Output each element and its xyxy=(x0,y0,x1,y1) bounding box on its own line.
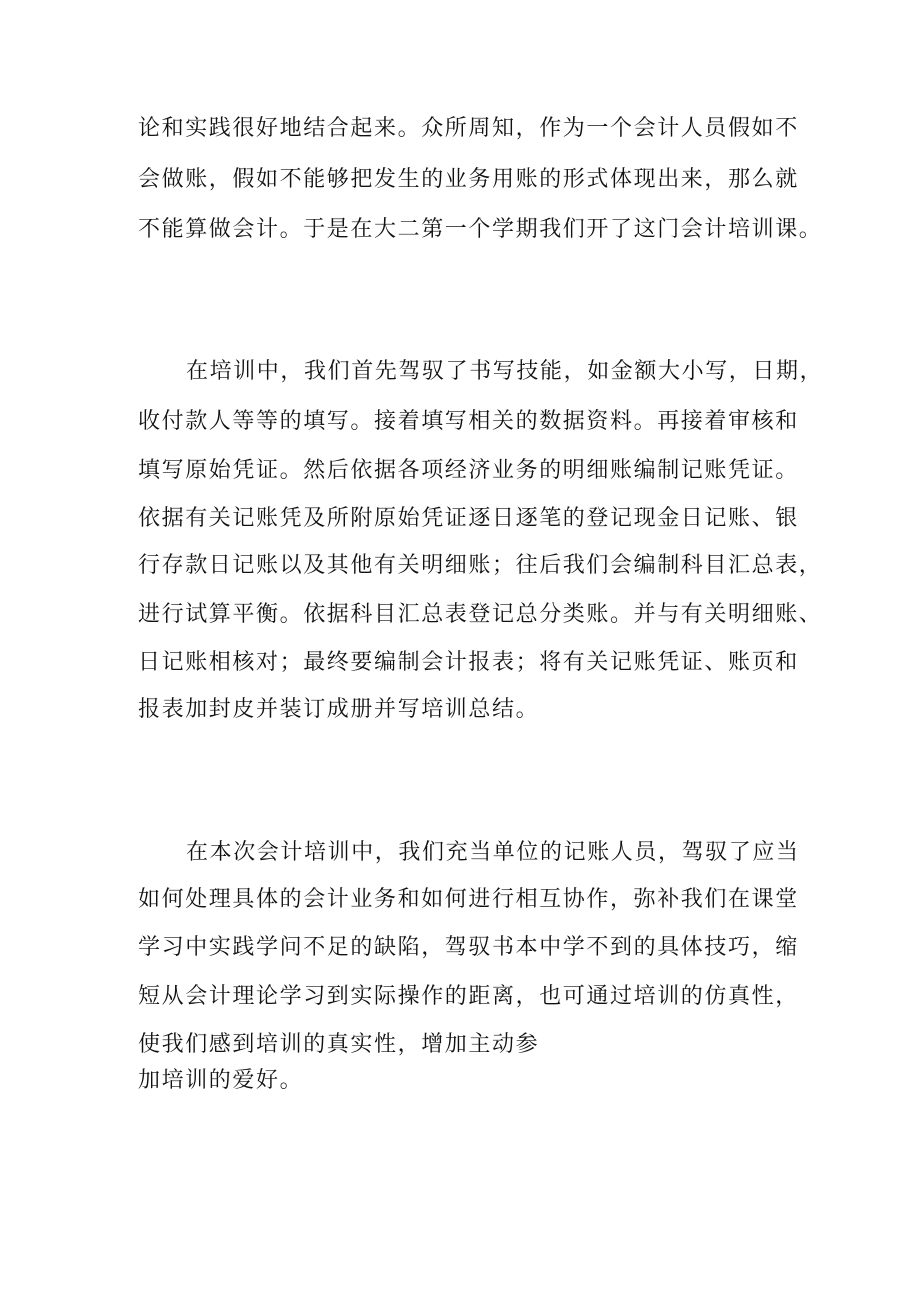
text-line: 依据有关记账凭及所附原始凭证逐日逐笔的登记现金日记账、银 xyxy=(138,506,799,531)
text-line: 行存款日记账以及其他有关明细账；往后我们会编制科目汇总表， xyxy=(138,553,823,578)
text-line: 填写原始凭证。然后依据各项经济业务的明细账编制记账凭证。 xyxy=(138,458,799,483)
text-line: 在培训中，我们首先驾驭了书写技能，如金额大小写，日期， xyxy=(186,359,824,384)
text-line: 会做账，假如不能够把发生的业务用账的形式体现出来，那么就 xyxy=(138,167,799,192)
text-line: 如何处理具体的会计业务和如何进行相互协作，弥补我们在课堂 xyxy=(138,887,799,912)
text-line: 加培训的爱好。 xyxy=(138,1068,304,1093)
text-line: 不能算做会计。于是在大二第一个学期我们开了这门会计培训课。 xyxy=(138,217,823,242)
text-line: 论和实践很好地结合起来。众所周知，作为一个会计人员假如不 xyxy=(138,116,799,141)
text-line: 日记账相核对；最终要编制会计报表；将有关记账凭证、账页和 xyxy=(138,650,799,675)
text-line: 进行试算平衡。依据科目汇总表登记总分类账。并与有关明细账、 xyxy=(138,602,823,627)
text-line: 在本次会计培训中，我们充当单位的记账人员，驾驭了应当 xyxy=(186,840,800,865)
text-line: 收付款人等等的填写。接着填写相关的数据资料。再接着审核和 xyxy=(138,409,799,434)
text-line: 使我们感到培训的真实性，增加主动参 xyxy=(138,1032,540,1057)
text-line: 短从会计理论学习到实际操作的距离，也可通过培训的仿真性， xyxy=(138,984,799,1009)
text-line: 报表加封皮并装订成册并写培训总结。 xyxy=(138,697,540,722)
text-line: 学习中实践学问不足的缺陷，驾驭书本中学不到的具体技巧，缩 xyxy=(138,935,799,960)
